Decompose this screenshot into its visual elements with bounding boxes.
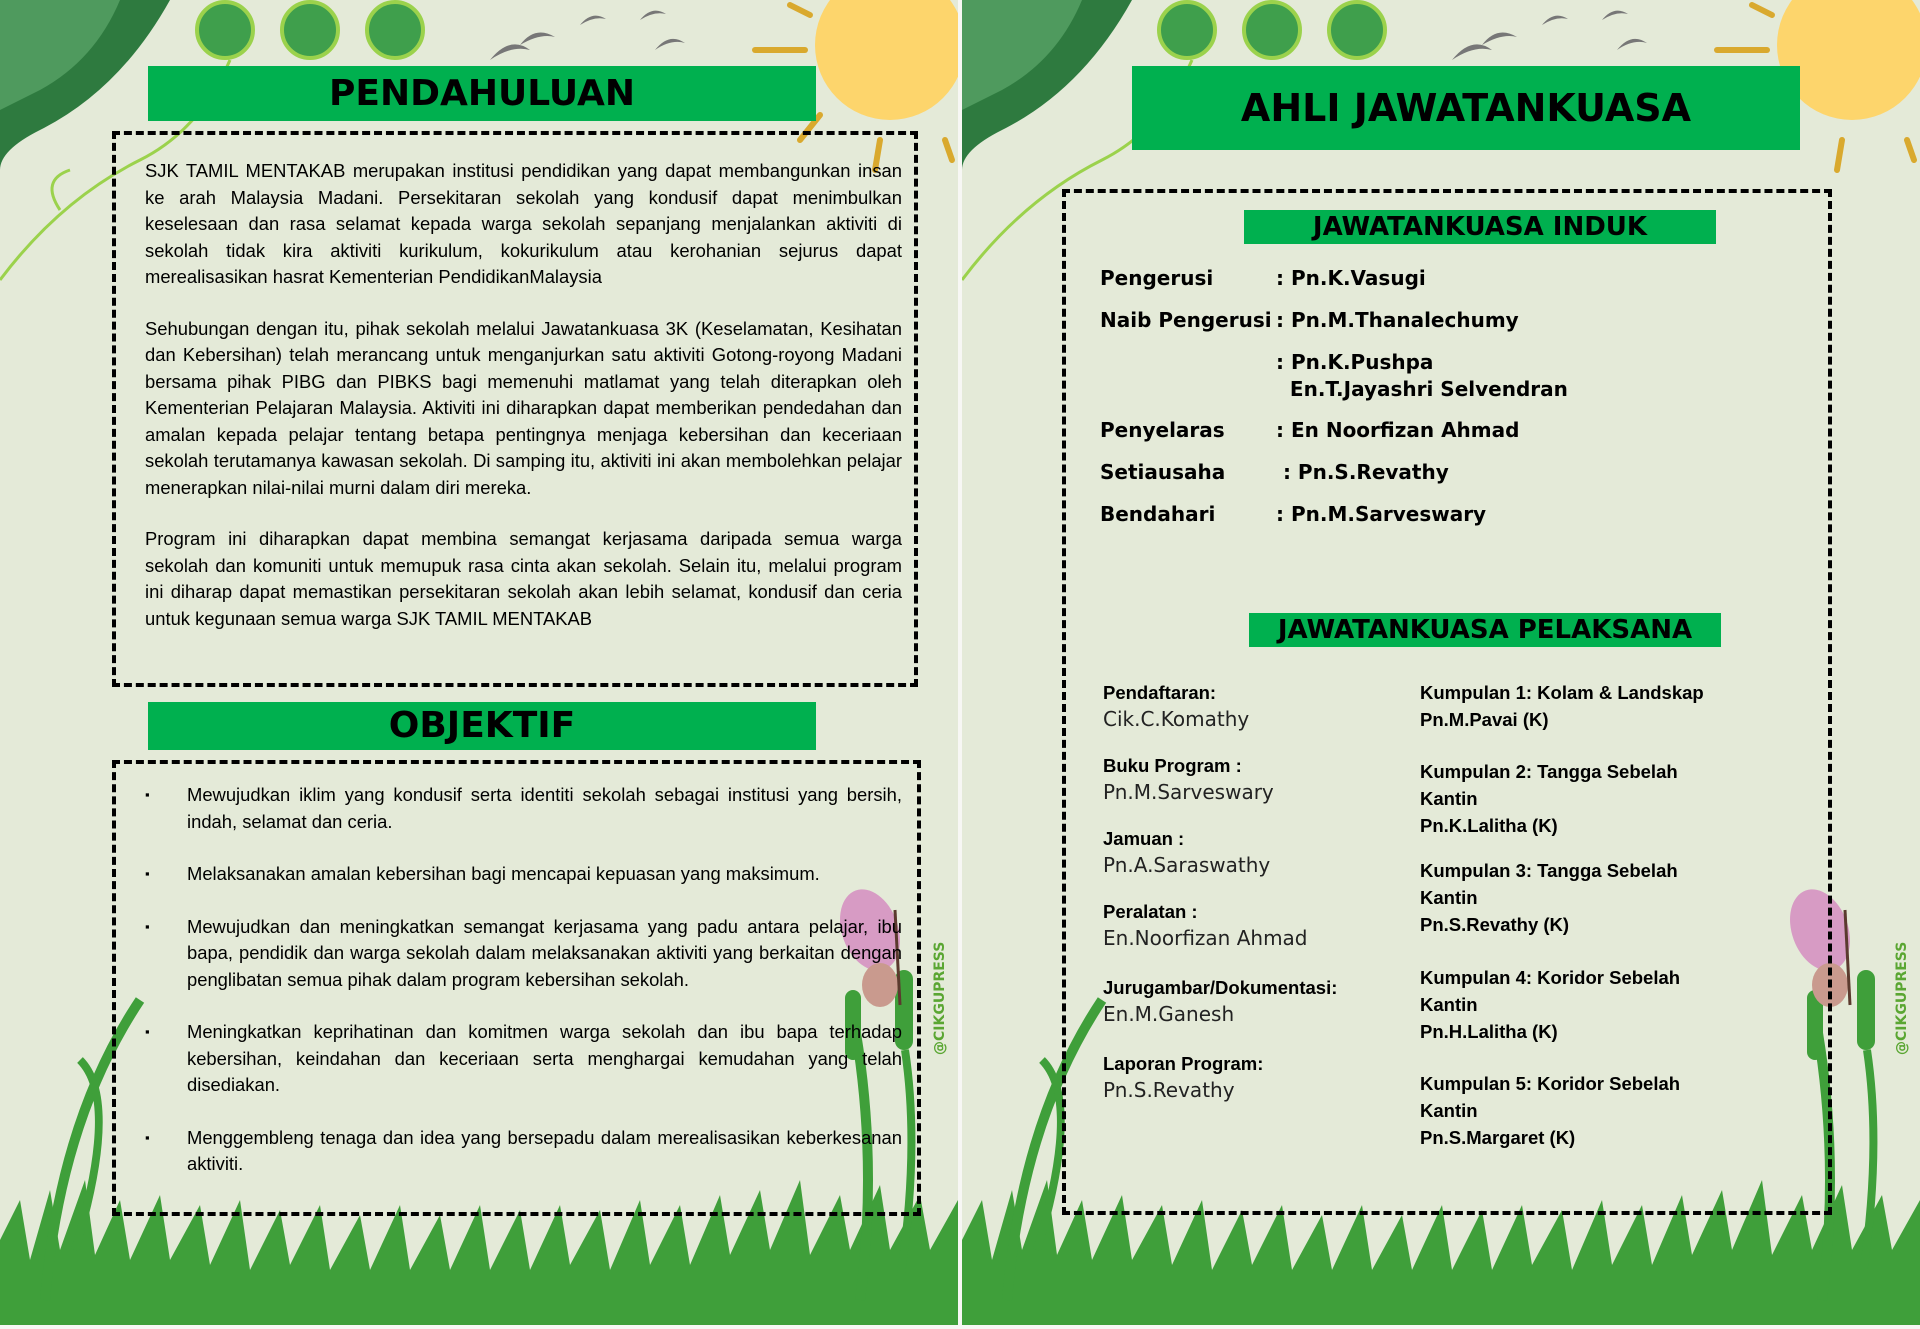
circle-icon — [197, 2, 253, 58]
circle-icon — [1244, 2, 1300, 58]
birds-icon — [490, 11, 685, 60]
intro-text — [145, 158, 902, 657]
induk-members — [1100, 266, 1620, 536]
group-item — [1420, 679, 1740, 733]
task-label: Laporan Program: — [1103, 1053, 1264, 1074]
task-label: Buku Program : — [1103, 755, 1242, 776]
circle-icon — [367, 2, 423, 58]
member-role: Naib Pengerusi — [1100, 308, 1272, 332]
banner-pelaksana — [1249, 613, 1721, 647]
task-label: Jamuan : — [1103, 828, 1185, 849]
birds-icon — [1452, 11, 1647, 60]
group-item — [1420, 1070, 1740, 1151]
group-title: Kumpulan 2: Tangga Sebelah Kantin — [1420, 761, 1678, 809]
group-item — [1420, 857, 1740, 938]
objective-text: Meningkatkan keprihatinan dan komitmen warga sekolah dan ibu bapa terhadap kebersihan, keindahan dan keceriaan serta menghargai kemudahan yang telah disediakan. — [187, 1021, 902, 1095]
intro-paragraph: Program ini diharapkan dapat membina semangat kerjasama daripada semua warga sekolah dan komuniti untuk memupuk rasa cinta akan sekolah. Selain itu, melalui program ini diharap dapat memastikan persekitaran sekolah akan lebih selamat, kondusif dan ceria untuk kegunaan semua warga SJK TAMIL MENTAKAB — [145, 528, 902, 629]
heading-pendahuluan: PENDAHULUAN — [329, 73, 635, 114]
task-label: Peralatan : — [1103, 901, 1198, 922]
objective-text: Menggembleng tenaga dan idea yang bersepadu dalam merealisasikan keberkesanan aktiviti. — [187, 1126, 902, 1174]
bullet-icon: ▪ — [145, 1024, 150, 1039]
task-label: Pendaftaran: — [1103, 682, 1217, 703]
task-person: Cik.C.Komathy — [1103, 707, 1250, 731]
circle-icon — [282, 2, 338, 58]
watermark: @CIKGUPRESS — [1894, 941, 1910, 1055]
member-name: : Pn.K.Vasugi — [1276, 266, 1426, 290]
objective-item — [145, 1019, 902, 1099]
task-person: En.Noorfizan Ahmad — [1103, 926, 1308, 950]
bullet-icon: ▪ — [145, 1129, 150, 1145]
task-item — [1103, 682, 1249, 731]
member-name: : En Noorfizan Ahmad — [1276, 418, 1520, 442]
banner-objektif — [148, 702, 816, 750]
member-name: : Pn.M.Thanalechumy — [1276, 308, 1519, 332]
banner-pendahuluan — [148, 66, 816, 121]
page-title: AHLI JAWATANKUASA — [1240, 86, 1692, 130]
intro-paragraph: SJK TAMIL MENTAKAB merupakan institusi pendidikan yang dapat membangunkan insan ke arah Malaysia Madani. Persekitaran sekolah yang kondusif dapat menimbulkan keselesaan dan rasa selamat kepada warga sekolah sepanjang menjalankan aktiviti di sekolah tidak kira aktiviti kurikulum, kokurikulum atau kerohanian sejurus dapat merealisasikan hasrat Kementerian PendidikanMalaysia — [145, 160, 902, 287]
task-item — [1103, 828, 1270, 877]
group-title: Kumpulan 5: Koridor Sebelah Kantin — [1420, 1073, 1681, 1121]
group-title: Kumpulan 1: Kolam & Landskap — [1420, 682, 1704, 703]
objectives-list — [145, 782, 902, 1204]
task-person: Pn.A.Saraswathy — [1103, 853, 1271, 877]
pelaksana-groups — [1420, 679, 1750, 1159]
group-leader: Pn.S.Revathy (K) — [1420, 914, 1570, 935]
bullet-icon: ▪ — [145, 866, 150, 881]
task-label: Jurugambar/Dokumentasi: — [1103, 977, 1338, 998]
objective-item — [145, 861, 902, 888]
bullet-icon: ▪ — [145, 918, 150, 934]
task-item — [1103, 755, 1274, 804]
page-pendahuluan — [0, 0, 958, 1325]
bullet-icon: ▪ — [145, 787, 150, 802]
banner-induk — [1244, 210, 1716, 244]
heading-objektif: OBJEKTIF — [388, 705, 576, 746]
intro-paragraph: Sehubungan dengan itu, pihak sekolah melalui Jawatankuasa 3K (Keselamatan, Kesihatan dan Kebersihan) telah merancang untuk menganjurkan satu aktiviti Gotong-royong Madani bersama pihak PIBG dan PIBKS bagi memenuhi matlamat yang telah diterapkan oleh Kementerian Pelajaran Malaysia. Aktiviti ini diharapkan dapat memberikan pendedahan dan amalan kepada pelajar tentang betapa pentingnya menjaga kebersihan dan keceriaan sekolah terutamanya kawasan sekolah. Di samping itu, aktiviti ini akan membolehkan pelajar menerapkan nilai-nilai murni dalam diri mereka. — [145, 317, 902, 498]
task-person: En.M.Ganesh — [1103, 1002, 1235, 1026]
member-name: : Pn.S.Revathy — [1276, 460, 1449, 484]
objective-text: Mewujudkan iklim yang kondusif serta identiti sekolah sebagai institusi yang bersih, indah, selamat dan ceria. — [187, 784, 902, 832]
circle-icon — [1329, 2, 1385, 58]
watermark: @CIKGUPRESS — [932, 941, 948, 1055]
pelaksana-tasks — [1103, 682, 1423, 1102]
group-title: Kumpulan 4: Koridor Sebelah Kantin — [1420, 967, 1681, 1015]
task-item — [1103, 1053, 1263, 1102]
task-item — [1103, 977, 1337, 1026]
objective-item — [145, 782, 902, 835]
objective-text: Melaksanakan amalan kebersihan bagi mencapai kepuasan yang maksimum. — [187, 863, 820, 884]
heading-pelaksana: JAWATANKUASA PELAKSANA — [1277, 615, 1693, 645]
sun-icon — [815, 0, 958, 120]
member-role: Penyelaras — [1100, 418, 1225, 442]
page-ahli-jawatankuasa — [962, 0, 1920, 1325]
banner-title — [1132, 66, 1800, 150]
member-name: : Pn.K.Pushpa — [1276, 350, 1434, 374]
task-person: Pn.M.Sarveswary — [1103, 780, 1274, 804]
group-title: Kumpulan 3: Tangga Sebelah Kantin — [1420, 860, 1678, 908]
group-leader: Pn.H.Lalitha (K) — [1420, 1021, 1558, 1042]
member-role: Bendahari — [1100, 502, 1216, 526]
task-item — [1103, 901, 1308, 950]
heading-induk: JAWATANKUASA INDUK — [1312, 212, 1648, 242]
group-leader: Pn.M.Pavai (K) — [1420, 709, 1549, 730]
member-role: Setiausaha — [1100, 460, 1226, 484]
member-role: Pengerusi — [1100, 266, 1214, 290]
group-leader: Pn.S.Margaret (K) — [1420, 1127, 1576, 1148]
task-person: Pn.S.Revathy — [1103, 1078, 1235, 1102]
objective-item — [145, 914, 902, 994]
objective-text: Mewujudkan dan meningkatkan semangat kerjasama yang padu antara pelajar, ibu bapa, pendidik dan warga sekolah dalam melaksanakan aktiviti yang berkaitan dengan penglibatan semua pihak dalam program kebersihan sekolah. — [187, 915, 902, 990]
group-leader: Pn.K.Lalitha (K) — [1420, 815, 1558, 836]
group-item — [1420, 964, 1740, 1045]
objective-item — [145, 1125, 902, 1178]
member-name: : Pn.M.Sarveswary — [1276, 502, 1487, 526]
group-item — [1420, 758, 1740, 839]
member-name: En.T.Jayashri Selvendran — [1276, 377, 1568, 401]
circle-icon — [1159, 2, 1215, 58]
